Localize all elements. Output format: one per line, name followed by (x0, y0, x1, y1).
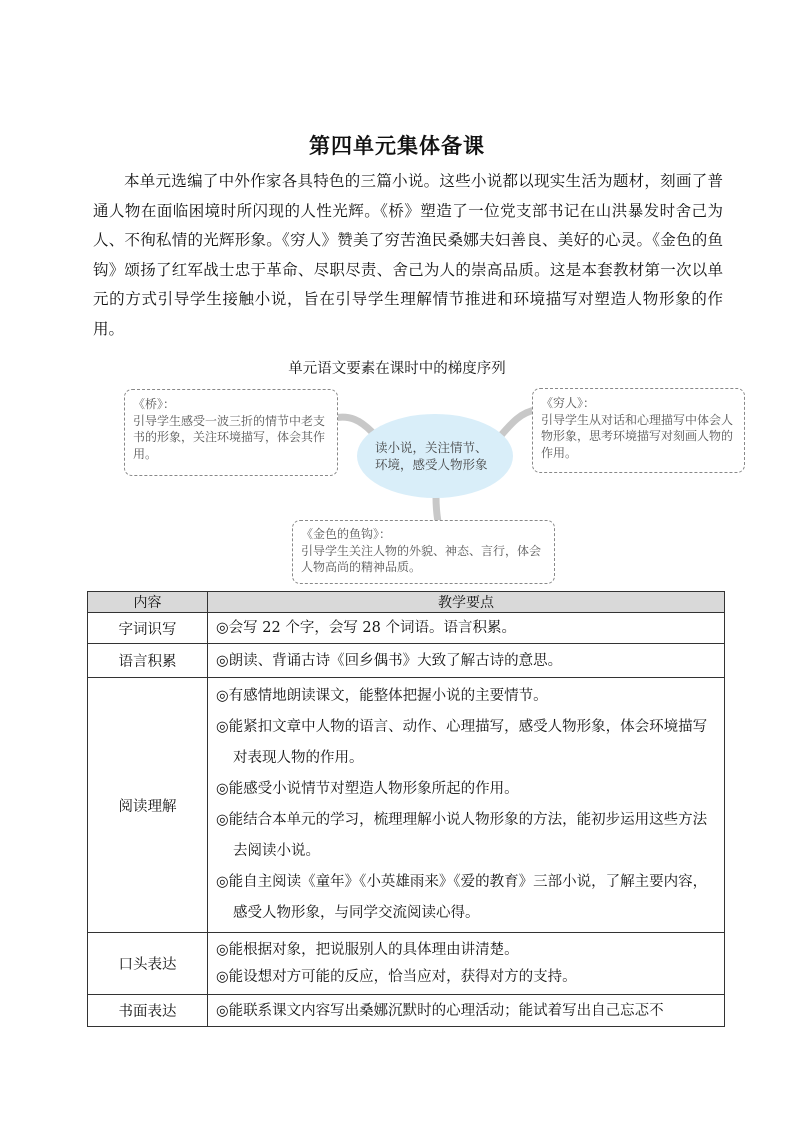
row-points (208, 613, 725, 644)
teaching-point: ◎有感情地朗读课文，能整体把握小说的主要情节。 (216, 688, 548, 704)
row-category: 语言积累 (88, 644, 208, 678)
golden-hook-lesson-text: 引导学生关注人物的外貌、神态、言行，体会人物高尚的精神品质。 (301, 543, 542, 574)
center-theme-bubble (357, 414, 513, 498)
row-category: 字词识写 (88, 613, 208, 644)
table-row (88, 644, 725, 678)
poor-people-lesson-title: 《穷人》： (541, 396, 596, 410)
teaching-point: ◎能感受小说情节对塑造人物形象所起的作用。 (216, 781, 519, 797)
row-category: 书面表达 (88, 995, 208, 1027)
bridge-lesson-box (124, 389, 338, 476)
header-teaching-points: 教学要点 (208, 592, 725, 613)
teaching-points-table (87, 591, 725, 1027)
teaching-point: ◎会写 22 个字，会写 28 个词语。语言积累。 (216, 620, 516, 636)
page-title: 第四单元集体备课 (309, 134, 485, 158)
row-category: 口头表达 (88, 933, 208, 995)
row-points (208, 644, 725, 678)
table-row (88, 933, 725, 995)
teaching-point: ◎能联系课文内容写出桑娜沉默时的心理活动；能试着写出自己忘忑不 (216, 1002, 664, 1019)
row-points (208, 678, 725, 933)
row-points (208, 995, 725, 1027)
table-row (88, 995, 725, 1027)
teaching-point: ◎朗读、背诵古诗《回乡偶书》大致了解古诗的意思。 (216, 652, 563, 669)
teaching-point: ◎能紧扣文章中人物的语言、动作、心理描写，感受人物形象，体会环境描写对表现人物的作用。 (216, 719, 708, 766)
teaching-point: ◎能根据对象，把说服别人的具体理由讲清楚。 (216, 941, 519, 958)
table-row (88, 613, 725, 644)
header-content: 内容 (88, 592, 208, 613)
poor-people-lesson-text: 引导学生从对话和心理描写中体会人物形象，思考环境描写对刻画人物的作用。 (541, 412, 734, 460)
bridge-lesson-text: 引导学生感受一波三折的情节中老支书的形象，关注环境描写，体会其作用。 (133, 413, 326, 461)
row-points (208, 933, 725, 995)
golden-hook-lesson-title: 《金色的鱼钩》： (301, 527, 392, 541)
teaching-point: ◎能设想对方可能的反应，恰当应对，获得对方的支持。 (216, 968, 577, 985)
center-theme-text: 读小说，关注情节、环境，感受人物形象 (375, 440, 488, 472)
teaching-point: ◎能自主阅读《童年》《小英雄雨来》《爱的教育》三部小说，了解主要内容，感受人物形象，与同学交流阅读心得。 (216, 874, 708, 921)
poor-people-lesson-box (532, 388, 745, 473)
bridge-lesson-title: 《桥》： (133, 397, 176, 411)
table-row (88, 678, 725, 933)
row-category: 阅读理解 (88, 678, 208, 933)
intro-paragraph: 本单元选编了中外作家各具特色的三篇小说。这些小说都以现实生活为题材，刻画了普通人物在面临困境时所闪现的人性光辉。《桥》塑造了一位党支部书记在山洪暴发时舍己为人、不徇私情的光辉形象。《穷人》赞美了穷苦渔民桑娜夫妇善良、美好的心灵。《金色的鱼钩》颂扬了红军战士忠于革命、尽职尽责、舍己为人的崇高品质。这是本套教材第一次以单元的方式引导学生接触小说，旨在引导学生理解情节推进和环境描写对塑造人物形象的作用。 (93, 172, 723, 338)
diagram-title: 单元语文要素在课时中的梯度序列 (288, 361, 506, 377)
teaching-point: ◎能结合本单元的学习，梳理理解小说人物形象的方法，能初步运用这些方法去阅读小说。 (216, 812, 708, 859)
golden-hook-lesson-box (292, 520, 555, 584)
table-header-row (88, 592, 725, 613)
